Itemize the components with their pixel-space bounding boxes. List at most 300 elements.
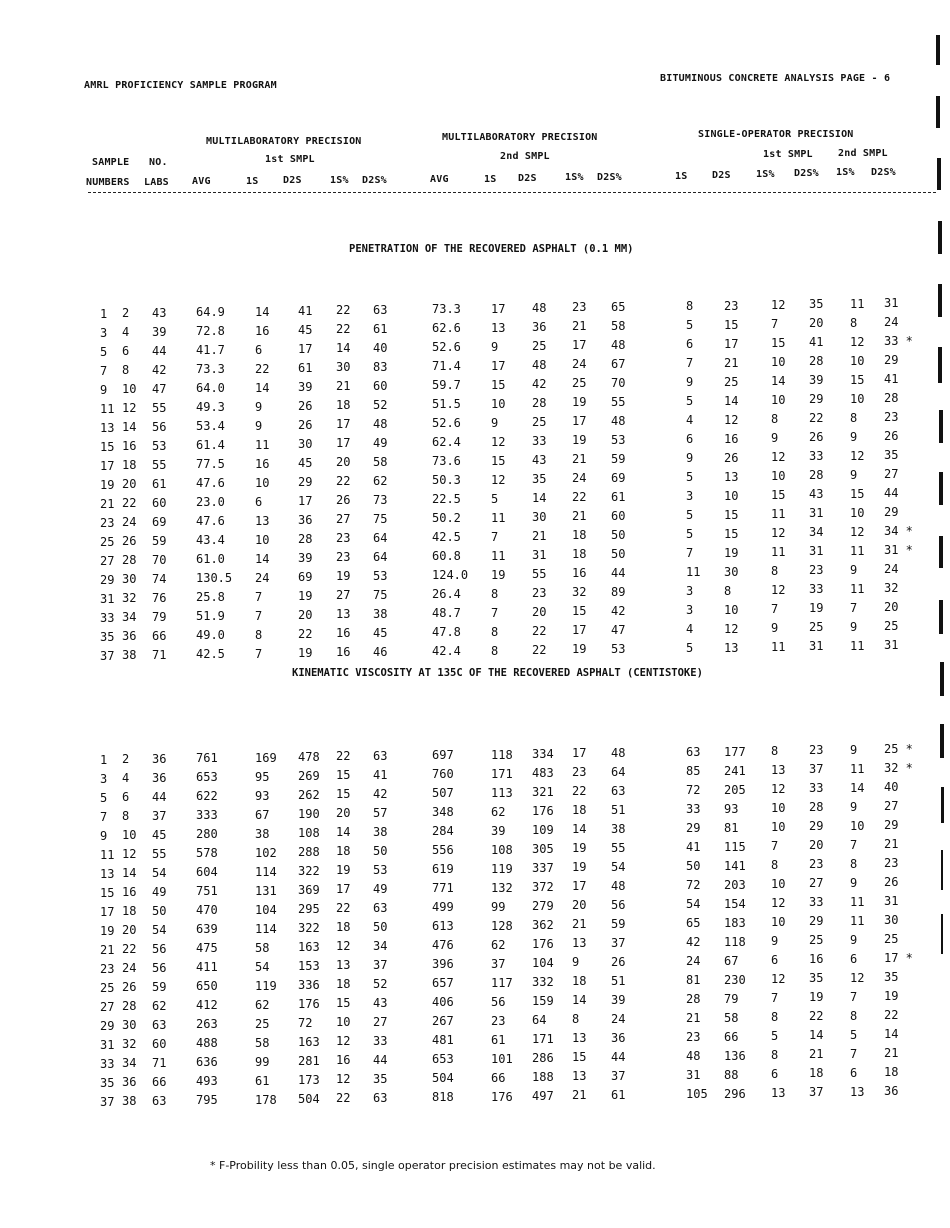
table-cell: 14 (122, 866, 137, 881)
table-cell: 64 (532, 1013, 547, 1027)
table-cell: 25 (724, 374, 739, 389)
table-cell: 59 (611, 916, 626, 931)
table-cell: 9 (850, 799, 858, 814)
table-cell: 41 (884, 372, 899, 387)
table-cell: 33 (532, 434, 547, 448)
table-cell: 114 (255, 864, 277, 879)
table-cell: 63 (152, 1017, 167, 1032)
table-cell: 322 (298, 864, 320, 878)
table-cell: 7 (686, 356, 694, 371)
table-cell: 28 (122, 999, 137, 1014)
table-cell: 12 (771, 526, 786, 540)
table-cell: 7 (771, 839, 779, 853)
table-cell: 88 (724, 1067, 739, 1082)
table-cell: 23 (686, 1030, 701, 1045)
table-cell: 16 (336, 626, 351, 641)
table-cell: 29 (100, 573, 115, 587)
table-cell: 31 (809, 639, 824, 654)
table-cell: 169 (255, 750, 277, 765)
table-cell: 50 (686, 859, 701, 874)
table-cell: 48 (686, 1049, 701, 1064)
table-cell: 23 (884, 856, 899, 871)
section-title-viscosity: KINEMATIC VISCOSITY AT 135C OF THE RECOVERED ASPHALT (CENTISTOKE) (292, 667, 703, 679)
table-cell: 27 (100, 554, 115, 568)
table-cell: 23 (724, 298, 739, 313)
table-cell: 190 (298, 807, 320, 821)
scan-mark (941, 850, 943, 890)
table-cell: 6 (255, 494, 263, 509)
table-cell: 5 (686, 394, 694, 409)
table-cell: 159 (532, 994, 554, 1008)
table-cell: 61 (255, 1073, 270, 1088)
table-cell: 622 (196, 789, 218, 804)
table-cell: 32 * (884, 761, 913, 776)
table-cell: 9 (771, 431, 779, 445)
table-cell: 105 (686, 1087, 708, 1102)
table-cell: 99 (255, 1054, 270, 1069)
table-cell: 7 (771, 317, 779, 331)
table-cell: 795 (196, 1093, 218, 1108)
table-cell: 66 (491, 1070, 506, 1085)
table-cell: 73.3 (432, 302, 461, 317)
table-cell: 18 (884, 1065, 899, 1080)
table-cell: 18 (572, 803, 587, 818)
table-cell: 44 (884, 486, 899, 501)
table-cell: 47 (152, 381, 167, 396)
scan-mark (940, 724, 944, 758)
table-cell: 483 (532, 766, 554, 780)
table-cell: 113 (491, 785, 513, 800)
group1-title: MULTILABORATORY PRECISION (206, 136, 362, 147)
table-cell: 29 (884, 818, 899, 833)
table-cell: 31 (532, 548, 547, 562)
table-cell: 56 (491, 994, 506, 1009)
table-cell: 17 (100, 905, 115, 919)
table-cell: 73.3 (196, 362, 225, 377)
table-cell: 13 (336, 958, 351, 973)
table-cell: 99 (491, 899, 506, 914)
table-cell: 39 (152, 324, 167, 339)
table-cell: 19 (572, 841, 587, 856)
table-cell: 63 (611, 783, 626, 798)
table-cell: 13 (724, 469, 739, 484)
table-cell: 25 (884, 619, 899, 634)
table-cell: 3 (686, 603, 694, 618)
table-cell: 61 (611, 1087, 626, 1102)
scan-mark (939, 410, 943, 443)
table-cell: 117 (491, 975, 513, 990)
table-cell: 53 (152, 438, 167, 453)
table-cell: 14 (884, 1027, 899, 1042)
table-cell: 8 (850, 1008, 858, 1023)
table-cell: 178 (255, 1092, 277, 1107)
table-cell: 24 (884, 315, 899, 330)
table-cell: 22 (532, 624, 547, 638)
table-cell: 10 (122, 828, 137, 843)
table-cell: 50 (611, 527, 626, 542)
table-cell: 15 (724, 507, 739, 522)
table-cell: 17 (100, 459, 115, 473)
table-cell: 28 (122, 553, 137, 568)
table-cell: 60 (152, 495, 167, 510)
table-cell: 56 (611, 897, 626, 912)
table-cell: 26 (336, 493, 351, 508)
table-cell: 16 (336, 1053, 351, 1068)
footnote: * F-Probility less than 0.05, single operator precision estimates may not be valid. (210, 1159, 656, 1172)
table-cell: 42.4 (432, 644, 461, 659)
table-cell: 21 (572, 1088, 587, 1103)
table-cell: 50 (373, 919, 388, 934)
table-cell: 37 (809, 1085, 824, 1100)
table-cell: 1 (100, 753, 108, 767)
table-cell: 24 (686, 954, 701, 969)
table-cell: 27 (336, 512, 351, 527)
table-cell: 7 (491, 605, 499, 620)
table-cell: 19 (572, 860, 587, 875)
table-cell: 31 (809, 544, 824, 559)
table-cell: 41 (686, 840, 701, 855)
table-cell: 27 (884, 799, 899, 814)
table-cell: 32 (572, 585, 587, 600)
table-cell: 7 (100, 810, 108, 824)
table-cell: 267 (432, 1014, 454, 1029)
table-cell: 5 (686, 527, 694, 542)
table-cell: 11 (100, 848, 115, 862)
table-cell: 475 (196, 941, 218, 956)
table-cell: 15 (572, 1050, 587, 1065)
table-cell: 40 (884, 780, 899, 795)
table-cell: 12 (771, 972, 786, 986)
table-cell: 35 (809, 297, 824, 312)
table-cell: 8 (491, 643, 499, 658)
table-cell: 10 (771, 355, 786, 369)
table-cell: 73 (373, 492, 388, 507)
column-label: AVG (430, 174, 449, 185)
table-cell: 36 (152, 770, 167, 785)
table-cell: 362 (532, 918, 554, 932)
table-cell: 63 (373, 900, 388, 915)
table-cell: 32 (122, 591, 137, 606)
scan-mark (938, 284, 942, 317)
table-cell: 22 (884, 1008, 899, 1023)
column-label: 1S% (836, 167, 855, 178)
table-cell: 72 (686, 783, 701, 798)
table-cell: 23 (809, 563, 824, 578)
table-cell: 63 (373, 1090, 388, 1105)
table-cell: 34 (122, 610, 137, 625)
scan-mark (936, 96, 940, 128)
table-cell: 45 (298, 323, 313, 337)
table-cell: 23 (532, 586, 547, 600)
group1-sub: 1st SMPL (265, 154, 315, 165)
table-cell: 71.4 (432, 359, 461, 374)
table-cell: 53 (373, 862, 388, 877)
table-cell: 751 (196, 884, 218, 899)
table-cell: 10 (850, 391, 865, 406)
table-cell: 33 * (884, 334, 913, 349)
table-cell: 13 (572, 1031, 587, 1046)
table-cell: 636 (196, 1055, 218, 1070)
table-cell: 411 (196, 960, 218, 975)
table-cell: 45 (298, 456, 313, 470)
table-cell: 40 (373, 340, 388, 355)
table-cell: 10 (771, 915, 786, 929)
table-cell: 10 (771, 801, 786, 815)
column-label: 1S (484, 174, 497, 185)
table-cell: 102 (255, 845, 277, 860)
table-cell: 10 (850, 818, 865, 833)
table-cell: 24 (255, 570, 270, 585)
table-cell: 12 (122, 401, 137, 416)
table-cell: 9 (686, 375, 694, 390)
table-cell: 42 (373, 786, 388, 801)
table-cell: 31 (100, 1038, 115, 1052)
table-cell: 24 (122, 961, 137, 976)
table-cell: 21 (572, 319, 587, 334)
table-cell: 49 (152, 884, 167, 899)
table-cell: 12 (122, 847, 137, 862)
table-cell: 72 (298, 1016, 313, 1030)
table-cell: 15 (572, 604, 587, 619)
table-cell: 15 (850, 486, 865, 501)
table-cell: 28 (884, 391, 899, 406)
table-cell: 76 (152, 590, 167, 605)
table-cell: 9 (771, 621, 779, 635)
table-cell: 67 (611, 356, 626, 371)
table-cell: 23 (336, 550, 351, 565)
table-cell: 23 (491, 1013, 506, 1028)
table-cell: 2 (122, 752, 130, 767)
table-cell: 10 (255, 532, 270, 547)
table-cell: 396 (432, 957, 454, 972)
table-cell: 6 (686, 432, 694, 447)
table-cell: 17 (491, 358, 506, 373)
table-cell: 11 (771, 545, 786, 559)
table-cell: 52.6 (432, 416, 461, 431)
table-cell: 64.0 (196, 381, 225, 396)
table-cell: 5 (100, 345, 108, 359)
table-cell: 51.9 (196, 609, 225, 624)
table-cell: 4 (122, 325, 130, 340)
table-cell: 19 (298, 646, 313, 660)
table-cell: 64.9 (196, 305, 225, 320)
table-cell: 50.3 (432, 473, 461, 488)
table-cell: 72.8 (196, 324, 225, 339)
table-cell: 60 (373, 378, 388, 393)
table-cell: 128 (491, 918, 513, 933)
table-cell: 504 (298, 1092, 320, 1106)
table-cell: 604 (196, 865, 218, 880)
table-cell: 29 (686, 821, 701, 836)
table-cell: 17 (336, 882, 351, 897)
table-cell: 11 (850, 543, 865, 558)
table-cell: 50 (373, 843, 388, 858)
table-cell: 15 (850, 372, 865, 387)
table-cell: 31 (884, 296, 899, 311)
table-cell: 15 (491, 453, 506, 468)
scan-mark (939, 472, 943, 505)
table-cell: 30 (298, 437, 313, 451)
table-cell: 19 (336, 863, 351, 878)
table-cell: 412 (196, 998, 218, 1013)
table-cell: 8 (491, 586, 499, 601)
table-cell: 9 (850, 562, 858, 577)
table-cell: 31 * (884, 543, 913, 558)
table-cell: 8 (122, 363, 130, 378)
table-cell: 20 (298, 608, 313, 622)
table-cell: 10 (255, 475, 270, 490)
table-cell: 1 (100, 307, 108, 321)
table-cell: 44 (152, 789, 167, 804)
table-cell: 22 (532, 643, 547, 657)
table-cell: 8 (771, 564, 779, 578)
table-cell: 36 (884, 1084, 899, 1099)
table-cell: 203 (724, 877, 746, 892)
table-cell: 16 (336, 645, 351, 660)
table-cell: 11 (686, 565, 701, 580)
scan-mark (938, 221, 942, 254)
table-cell: 52.6 (432, 340, 461, 355)
table-cell: 12 (850, 970, 865, 985)
table-cell: 19 (491, 567, 506, 582)
table-cell: 13 (771, 1086, 786, 1100)
table-cell: 11 (771, 640, 786, 654)
table-cell: 10 (771, 469, 786, 483)
table-cell: 114 (255, 921, 277, 936)
table-cell: 653 (432, 1052, 454, 1067)
table-cell: 37 (152, 808, 167, 823)
table-cell: 59 (611, 451, 626, 466)
table-cell: 20 (809, 316, 824, 331)
page-heading: BITUMINOUS CONCRETE ANALYSIS PAGE - 6 (660, 73, 891, 84)
column-label: 1S (246, 176, 259, 187)
table-cell: 12 (336, 1034, 351, 1049)
table-cell: 35 (884, 970, 899, 985)
table-cell: 23 (572, 300, 587, 315)
table-cell: 33 (809, 582, 824, 597)
table-cell: 37 (100, 649, 115, 663)
table-cell: 332 (532, 975, 554, 989)
table-cell: 818 (432, 1090, 454, 1105)
table-cell: 8 (771, 858, 779, 872)
table-cell: 18 (122, 904, 137, 919)
table-cell: 9 (255, 399, 263, 414)
table-cell: 19 (884, 989, 899, 1004)
table-cell: 262 (298, 788, 320, 802)
table-cell: 241 (724, 763, 746, 778)
table-cell: 5 (100, 791, 108, 805)
table-cell: 17 (572, 746, 587, 761)
table-cell: 30 (336, 360, 351, 375)
table-cell: 6 (122, 790, 130, 805)
table-cell: 79 (724, 991, 739, 1006)
table-cell: 14 (122, 420, 137, 435)
table-cell: 15 (491, 377, 506, 392)
table-cell: 12 (724, 412, 739, 427)
table-cell: 188 (532, 1070, 554, 1084)
table-cell: 61 (611, 489, 626, 504)
table-cell: 53 (611, 641, 626, 656)
table-cell: 50 (611, 546, 626, 561)
table-cell: 7 (850, 600, 858, 615)
table-cell: 54 (686, 897, 701, 912)
table-cell: 3 (100, 326, 108, 340)
table-cell: 31 (884, 894, 899, 909)
table-cell: 23 (100, 516, 115, 530)
table-cell: 8 (686, 299, 694, 314)
table-cell: 14 (336, 341, 351, 356)
table-cell: 10 (724, 602, 739, 617)
table-cell: 63 (373, 302, 388, 317)
table-cell: 16 (572, 566, 587, 581)
table-cell: 8 (724, 583, 732, 598)
table-cell: 43 (532, 453, 547, 467)
table-cell: 48 (611, 413, 626, 428)
table-cell: 20 (809, 838, 824, 853)
table-cell: 14 (572, 822, 587, 837)
table-cell: 22 (336, 901, 351, 916)
table-cell: 37 (373, 957, 388, 972)
table-cell: 176 (298, 997, 320, 1011)
table-cell: 58 (611, 318, 626, 333)
table-cell: 18 (572, 547, 587, 562)
table-cell: 6 (850, 1065, 858, 1080)
table-cell: 23 (100, 962, 115, 976)
table-cell: 118 (724, 934, 746, 949)
group3-sub1: 1st SMPL (763, 149, 813, 160)
table-cell: 21 (532, 529, 547, 543)
table-cell: 4 (122, 771, 130, 786)
table-cell: 27 (336, 588, 351, 603)
table-cell: 29 (884, 353, 899, 368)
table-cell: 26 (884, 875, 899, 890)
table-cell: 61 (298, 361, 313, 375)
table-cell: 20 (532, 605, 547, 619)
table-cell: 17 (491, 301, 506, 316)
table-cell: 771 (432, 881, 454, 896)
table-cell: 34 (809, 525, 824, 540)
table-cell: 12 (771, 298, 786, 312)
table-cell: 9 (491, 415, 499, 430)
table-cell: 8 (771, 412, 779, 426)
table-cell: 15 (336, 787, 351, 802)
table-cell: 36 (122, 1075, 137, 1090)
table-cell: 66 (152, 1074, 167, 1089)
scan-mark (941, 787, 944, 823)
table-cell: 183 (724, 915, 746, 930)
table-cell: 2 (122, 306, 130, 321)
table-cell: 23.0 (196, 495, 225, 510)
table-cell: 9 (100, 383, 108, 397)
table-cell: 45 (152, 827, 167, 842)
table-cell: 56 (152, 960, 167, 975)
table-cell: 13 (336, 607, 351, 622)
table-cell: 20 (122, 477, 137, 492)
table-cell: 22 (336, 749, 351, 764)
table-cell: 41 (809, 335, 824, 350)
table-cell: 19 (724, 545, 739, 560)
table-cell: 57 (373, 805, 388, 820)
table-cell: 119 (491, 861, 513, 876)
table-cell: 21 (884, 837, 899, 852)
table-cell: 11 (850, 581, 865, 596)
table-cell: 25 (532, 415, 547, 429)
table-cell: 17 (336, 417, 351, 432)
table-cell: 22 (336, 322, 351, 337)
table-cell: 25 (809, 933, 824, 948)
table-cell: 51 (611, 802, 626, 817)
table-cell: 31 (686, 1068, 701, 1083)
